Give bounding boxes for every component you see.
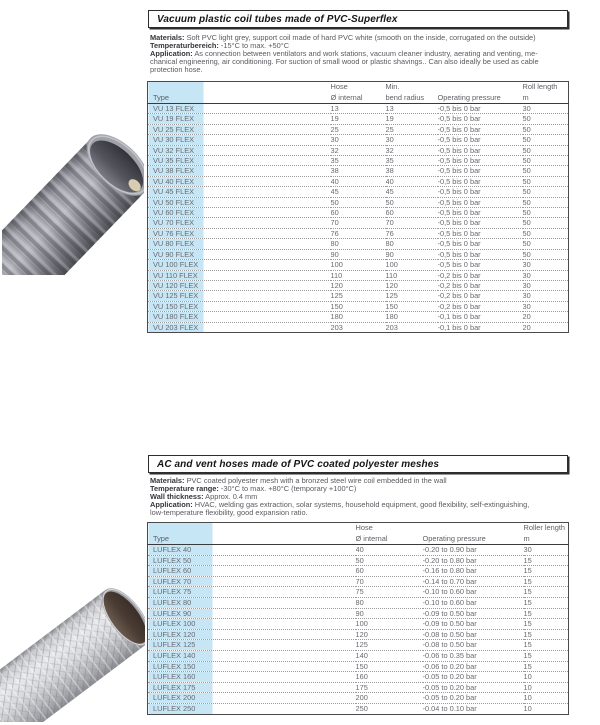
cell-roll-length: 30 <box>523 260 569 270</box>
spec-label: Temperaturbereich: <box>150 41 219 51</box>
table-row <box>148 249 569 259</box>
cell-operating-pressure: -0,5 bis 0 bar <box>438 145 523 155</box>
cell-type: LUFLEX 50 <box>148 555 356 566</box>
cell-operating-pressure: -0,5 bis 0 bar <box>438 208 523 218</box>
table-row <box>148 156 569 166</box>
cell-type: LUFLEX 200 <box>148 693 356 704</box>
spec-value: low-temperature flexibility, good expansion ratio. <box>150 508 308 518</box>
table-row <box>148 650 569 661</box>
section-title: Vacuum plastic coil tubes made of PVC-Superflex <box>157 13 398 25</box>
cell-roll-length: 30 <box>523 301 569 311</box>
cell-internal-diameter: 120 <box>331 280 386 290</box>
product-spec-text <box>150 477 570 517</box>
table-body <box>148 545 569 715</box>
cell-bend-radius: 25 <box>386 124 438 134</box>
cell-operating-pressure: -0.16 to 0.80 bar <box>423 566 524 577</box>
header-cell: Hose <box>330 82 348 91</box>
cell-roll-length: 50 <box>523 249 569 259</box>
cell-roller-length: 15 <box>524 555 569 566</box>
cell-type: VU 38 FLEX <box>148 166 331 176</box>
cell-type: VU 32 FLEX <box>148 145 331 155</box>
cell-roller-length: 10 <box>524 693 569 704</box>
table-row <box>148 176 569 186</box>
cell-type: LUFLEX 125 <box>148 640 356 651</box>
cell-operating-pressure: -0,2 bis 0 bar <box>438 280 523 290</box>
table-row <box>148 566 569 577</box>
table-row <box>148 228 569 238</box>
cell-roll-length: 20 <box>523 312 569 322</box>
cell-operating-pressure: -0,5 bis 0 bar <box>438 114 523 124</box>
table-row <box>148 545 569 556</box>
cell-bend-radius: 180 <box>386 312 438 322</box>
cell-roll-length: 50 <box>523 156 569 166</box>
header-row-2 <box>148 533 569 545</box>
cell-operating-pressure: -0,5 bis 0 bar <box>438 124 523 134</box>
cell-type: VU 100 FLEX <box>148 260 331 270</box>
cell-type: LUFLEX 250 <box>148 703 356 714</box>
cell-bend-radius: 45 <box>386 187 438 197</box>
spec-value: Approx. 0.4 mm <box>203 492 258 502</box>
header-row-1 <box>148 523 569 534</box>
cell-internal-diameter: 38 <box>331 166 386 176</box>
cell-type: VU 70 FLEX <box>148 218 331 228</box>
cell-type: LUFLEX 175 <box>148 682 356 693</box>
luflex-table <box>147 522 569 715</box>
cell-operating-pressure: -0.08 to 0.50 bar <box>423 629 524 640</box>
table-row <box>148 619 569 630</box>
cell-type: VU 125 FLEX <box>148 291 331 301</box>
spec-value: -15°C to max. +50°C <box>218 41 290 51</box>
spec-label: Wall thickness: <box>150 492 204 502</box>
cell-type: LUFLEX 75 <box>148 587 356 598</box>
cell-bend-radius: 32 <box>386 145 438 155</box>
cell-bend-radius: 76 <box>386 228 438 238</box>
cell-roller-length: 15 <box>524 576 569 587</box>
header-cell: Min. <box>385 82 400 91</box>
cell-internal-diameter: 70 <box>356 576 423 587</box>
cell-type: LUFLEX 140 <box>148 650 356 661</box>
cell-roll-length: 50 <box>523 166 569 176</box>
spec-label: Application: <box>150 49 193 59</box>
cell-operating-pressure: -0,5 bis 0 bar <box>438 187 523 197</box>
table-row <box>148 555 569 566</box>
cell-type: VU 120 FLEX <box>148 280 331 290</box>
cell-roll-length: 50 <box>523 239 569 249</box>
cell-type: VU 40 FLEX <box>148 176 331 186</box>
cell-internal-diameter: 100 <box>331 260 386 270</box>
cell-type: VU 180 FLEX <box>148 312 331 322</box>
mesh-hose-illustration <box>0 544 145 722</box>
cell-operating-pressure: -0.08 to 0.50 bar <box>423 640 524 651</box>
cell-operating-pressure: -0,5 bis 0 bar <box>438 239 523 249</box>
cell-type: VU 35 FLEX <box>148 156 331 166</box>
cell-bend-radius: 125 <box>386 291 438 301</box>
cell-roller-length: 15 <box>524 587 569 598</box>
cell-operating-pressure: -0.05 to 0.20 bar <box>423 693 524 704</box>
cell-internal-diameter: 25 <box>331 124 386 134</box>
cell-roller-length: 15 <box>524 597 569 608</box>
spec-label: Materials: <box>150 476 185 485</box>
cell-type: LUFLEX 40 <box>148 545 356 556</box>
spec-value: As connection between ventilators and work stations, vacuum cleaner industry, aerating and venting, me- <box>192 49 538 59</box>
cell-roll-length: 30 <box>523 280 569 290</box>
cell-internal-diameter: 120 <box>356 629 423 640</box>
cell-type: VU 80 FLEX <box>148 239 331 249</box>
cell-roll-length: 50 <box>523 208 569 218</box>
cell-operating-pressure: -0.10 to 0.60 bar <box>423 587 524 598</box>
cell-bend-radius: 13 <box>385 104 394 113</box>
cell-roll-length: 50 <box>523 197 569 207</box>
cell-internal-diameter: 110 <box>331 270 386 280</box>
cell-operating-pressure: -0,5 bis 0 bar <box>438 166 523 176</box>
header-cell-diameter: Ø internal <box>356 533 423 545</box>
table-row <box>148 301 569 311</box>
cell-internal-diameter: 100 <box>356 619 423 630</box>
cell-roller-length: 15 <box>524 619 569 630</box>
cell-type: VU 150 FLEX <box>148 301 331 311</box>
cell-internal-diameter: 40 <box>355 545 364 554</box>
cell-roll-length: 50 <box>523 218 569 228</box>
cell-bend-radius: 60 <box>386 208 438 218</box>
cell-type: VU 90 FLEX <box>148 249 331 259</box>
cell-operating-pressure: -0,2 bis 0 bar <box>438 291 523 301</box>
spec-label: Temperature range: <box>150 484 219 494</box>
spec-line <box>150 58 570 66</box>
table-row <box>148 576 569 587</box>
cell-bend-radius: 38 <box>386 166 438 176</box>
table-row <box>148 597 569 608</box>
cell-operating-pressure: -0,5 bis 0 bar <box>438 197 523 207</box>
cell-internal-diameter: 200 <box>356 693 423 704</box>
table-row <box>148 682 569 693</box>
cell-internal-diameter: 76 <box>331 228 386 238</box>
cell-operating-pressure: -0,5 bis 0 bar <box>438 249 523 259</box>
cell-operating-pressure: -0.09 to 0.50 bar <box>423 608 524 619</box>
cell-internal-diameter: 80 <box>331 239 386 249</box>
cell-internal-diameter: 175 <box>356 682 423 693</box>
header-cell: Roll length <box>522 82 558 91</box>
table-row <box>148 703 569 714</box>
cell-internal-diameter: 60 <box>356 566 423 577</box>
cell-type: VU 110 FLEX <box>148 270 331 280</box>
cell-bend-radius: 30 <box>386 135 438 145</box>
cell-roller-length: 30 <box>523 545 532 554</box>
table-row <box>148 239 569 249</box>
cell-operating-pressure: -0.06 to 0.35 bar <box>423 650 524 661</box>
cell-operating-pressure: -0,5 bis 0 bar <box>438 228 523 238</box>
table-row <box>148 104 569 114</box>
cell-bend-radius: 203 <box>386 322 438 332</box>
section-title-box <box>148 455 568 473</box>
table-row <box>148 166 569 176</box>
table-row <box>148 187 569 197</box>
cell-operating-pressure: -0.09 to 0.50 bar <box>423 619 524 630</box>
cell-operating-pressure: -0,5 bis 0 bar <box>438 176 523 186</box>
cell-roller-length: 10 <box>524 672 569 683</box>
cell-internal-diameter: 30 <box>331 135 386 145</box>
header-row-1 <box>148 82 569 93</box>
cell-internal-diameter: 160 <box>356 672 423 683</box>
cell-bend-radius: 80 <box>386 239 438 249</box>
cell-roll-length: 50 <box>523 114 569 124</box>
cell-roller-length: 10 <box>524 682 569 693</box>
product-photo-mesh-hose <box>0 544 145 722</box>
cell-roller-length: 15 <box>524 566 569 577</box>
table-row <box>148 197 569 207</box>
spec-value: -30°C to max. +80°C (temporary +100°C) <box>218 484 357 494</box>
header-cell: Roller length <box>523 523 565 532</box>
cell-bend-radius: 100 <box>386 260 438 270</box>
cell-operating-pressure: -0.20 to 0.90 bar <box>422 545 477 554</box>
header-cell-roll-length: m <box>523 92 569 104</box>
table-row <box>148 124 569 134</box>
cell-bend-radius: 35 <box>386 156 438 166</box>
cell-internal-diameter: 75 <box>356 587 423 598</box>
table-row <box>148 218 569 228</box>
table-row <box>148 608 569 619</box>
header-cell-type: Type <box>148 533 356 545</box>
spec-line <box>150 66 570 74</box>
cell-roll-length: 50 <box>523 176 569 186</box>
cell-internal-diameter: 125 <box>331 291 386 301</box>
cell-internal-diameter: 203 <box>331 322 386 332</box>
cell-bend-radius: 110 <box>386 270 438 280</box>
cell-bend-radius: 90 <box>386 249 438 259</box>
cell-roller-length: 15 <box>524 629 569 640</box>
cell-type: VU 13 FLEX <box>148 104 331 114</box>
cell-type: VU 19 FLEX <box>148 114 331 124</box>
cell-internal-diameter: 40 <box>331 176 386 186</box>
table-row <box>148 587 569 598</box>
cell-internal-diameter: 32 <box>331 145 386 155</box>
cell-roll-length: 30 <box>523 291 569 301</box>
cell-type: LUFLEX 100 <box>148 619 356 630</box>
cell-roller-length: 15 <box>524 608 569 619</box>
corrugated-hose-illustration <box>2 83 144 275</box>
table-row <box>148 661 569 672</box>
cell-operating-pressure: -0.05 to 0.20 bar <box>423 682 524 693</box>
table-row <box>148 629 569 640</box>
cell-operating-pressure: -0,5 bis 0 bar <box>438 156 523 166</box>
cell-type: VU 60 FLEX <box>148 208 331 218</box>
cell-operating-pressure: -0.06 to 0.20 bar <box>423 661 524 672</box>
cell-type: VU 203 FLEX <box>148 322 331 332</box>
cell-internal-diameter: 180 <box>331 312 386 322</box>
cell-type: LUFLEX 60 <box>148 566 356 577</box>
header-cell-diameter: Ø internal <box>331 92 386 104</box>
table-row <box>148 693 569 704</box>
table-row <box>148 672 569 683</box>
cell-roll-length: 20 <box>523 322 569 332</box>
cell-operating-pressure: -0,1 bis 0 bar <box>438 312 523 322</box>
cell-type: VU 45 FLEX <box>148 187 331 197</box>
header-cell <box>148 82 331 93</box>
header-cell-bend-radius: bend radius <box>386 92 438 104</box>
cell-type: LUFLEX 150 <box>148 661 356 672</box>
spec-value: protection hose. <box>150 65 203 75</box>
cell-roll-length: 50 <box>523 124 569 134</box>
table-row <box>148 135 569 145</box>
cell-operating-pressure: -0.20 to 0.80 bar <box>423 555 524 566</box>
cell-roll-length: 30 <box>522 104 531 113</box>
cell-operating-pressure: -0,1 bis 0 bar <box>438 322 523 332</box>
cell-operating-pressure: -0,2 bis 0 bar <box>438 270 523 280</box>
table-row <box>148 640 569 651</box>
cell-operating-pressure: -0,5 bis 0 bar <box>438 260 523 270</box>
cell-internal-diameter: 35 <box>331 156 386 166</box>
cell-type: LUFLEX 80 <box>148 597 356 608</box>
cell-type: LUFLEX 120 <box>148 629 356 640</box>
spec-label: Application: <box>150 500 193 510</box>
cell-internal-diameter: 60 <box>331 208 386 218</box>
header-cell <box>438 82 523 93</box>
header-cell-pressure: Operating pressure <box>423 533 524 545</box>
header-cell <box>423 523 524 534</box>
cell-internal-diameter: 70 <box>331 218 386 228</box>
cell-operating-pressure: -0.05 to 0.20 bar <box>423 672 524 683</box>
cell-roll-length: 50 <box>523 187 569 197</box>
header-row-2 <box>148 92 569 104</box>
cell-internal-diameter: 250 <box>356 703 423 714</box>
cell-roller-length: 10 <box>524 703 569 714</box>
cell-internal-diameter: 50 <box>356 555 423 566</box>
spec-value: Soft PVC light grey, support coil made of hard PVC white (smooth on the inside, corrugated on the outside) <box>184 33 536 42</box>
cell-type: LUFLEX 90 <box>148 608 356 619</box>
spec-line <box>150 509 570 517</box>
cell-internal-diameter: 150 <box>356 661 423 672</box>
cell-operating-pressure: -0,5 bis 0 bar <box>438 218 523 228</box>
table-row <box>148 114 569 124</box>
cell-roller-length: 15 <box>524 650 569 661</box>
spec-label: Materials: <box>150 33 185 42</box>
cell-bend-radius: 50 <box>386 197 438 207</box>
cell-internal-diameter: 90 <box>331 249 386 259</box>
cell-type: LUFLEX 160 <box>148 672 356 683</box>
cell-operating-pressure: -0,5 bis 0 bar <box>437 104 481 113</box>
cell-bend-radius: 19 <box>386 114 438 124</box>
cell-roller-length: 15 <box>524 661 569 672</box>
cell-operating-pressure: -0,2 bis 0 bar <box>438 301 523 311</box>
table-row <box>148 280 569 290</box>
header-cell-roller-length: m <box>524 533 569 545</box>
cell-internal-diameter: 140 <box>356 650 423 661</box>
cell-roller-length: 15 <box>524 640 569 651</box>
cell-type: VU 30 FLEX <box>148 135 331 145</box>
header-cell-pressure: Operating pressure <box>438 92 523 104</box>
cell-type: LUFLEX 70 <box>148 576 356 587</box>
cell-internal-diameter: 13 <box>330 104 339 113</box>
header-cell: Hose <box>355 523 373 532</box>
table-row <box>148 291 569 301</box>
table-row <box>148 322 569 332</box>
cell-bend-radius: 150 <box>386 301 438 311</box>
cell-internal-diameter: 50 <box>331 197 386 207</box>
table-header <box>148 523 569 545</box>
header-cell <box>148 523 356 534</box>
spec-value: HVAC, welding gas extraction, solar systems, household equipment, good flexibility, self-extinguishing, <box>192 500 530 510</box>
cell-operating-pressure: -0.14 to 0.70 bar <box>423 576 524 587</box>
cell-type: VU 25 FLEX <box>148 124 331 134</box>
spec-value: chanical engineering, air conditioning. For suction of small wood or plastic shavings.. Can also ideally be used as cable <box>150 57 539 67</box>
table-row <box>148 208 569 218</box>
table-body <box>148 104 569 333</box>
cell-type: VU 76 FLEX <box>148 228 331 238</box>
product-spec-text <box>150 34 570 74</box>
cell-type: VU 50 FLEX <box>148 197 331 207</box>
product-photo-corrugated-hose <box>2 83 144 275</box>
table-row <box>148 312 569 322</box>
cell-internal-diameter: 125 <box>356 640 423 651</box>
table-header <box>148 82 569 104</box>
cell-roll-length: 50 <box>523 145 569 155</box>
section-title: AC and vent hoses made of PVC coated polyester meshes <box>157 458 440 470</box>
cell-internal-diameter: 90 <box>356 608 423 619</box>
cell-bend-radius: 70 <box>386 218 438 228</box>
cell-internal-diameter: 80 <box>356 597 423 608</box>
cell-operating-pressure: -0.04 to 0.10 bar <box>423 703 524 714</box>
cell-internal-diameter: 19 <box>331 114 386 124</box>
table-row <box>148 145 569 155</box>
vu-flex-table <box>147 81 569 333</box>
cell-roll-length: 50 <box>523 135 569 145</box>
table-row <box>148 260 569 270</box>
spec-value: PVC coated polyester mesh with a bronzed steel wire coil embedded in the wall <box>184 476 447 485</box>
table-row <box>148 270 569 280</box>
cell-roll-length: 50 <box>523 228 569 238</box>
cell-operating-pressure: -0.10 to 0.60 bar <box>423 597 524 608</box>
cell-internal-diameter: 45 <box>331 187 386 197</box>
cell-internal-diameter: 150 <box>331 301 386 311</box>
section-title-box <box>148 10 568 28</box>
cell-operating-pressure: -0,5 bis 0 bar <box>438 135 523 145</box>
cell-bend-radius: 120 <box>386 280 438 290</box>
cell-roll-length: 30 <box>523 270 569 280</box>
cell-bend-radius: 40 <box>386 176 438 186</box>
header-cell-type: Type <box>148 92 331 104</box>
